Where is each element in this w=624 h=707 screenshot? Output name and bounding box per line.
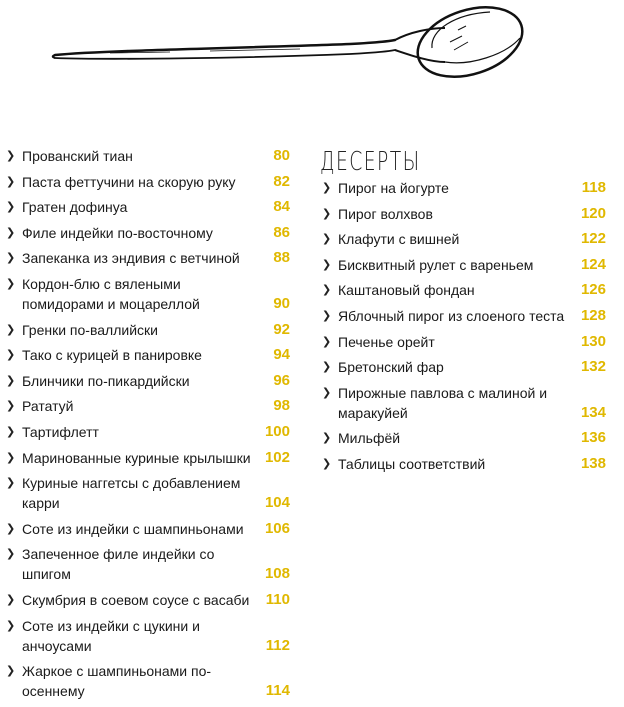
toc-entry-page-number: 110: [265, 590, 290, 608]
chevron-right-icon: ❯: [322, 361, 332, 374]
toc-entry-page-number: 112: [265, 636, 290, 654]
toc-entry-title: Клафути с вишней: [338, 231, 460, 248]
desserts-list: [322, 178, 606, 474]
toc-entry-page-number: 100: [264, 422, 290, 440]
toc-entry-title: Мильфёй: [338, 430, 401, 447]
toc-entry-page-number: 108: [264, 565, 290, 583]
toc-entry-page-number: 130: [580, 332, 606, 350]
toc-entry-page-number: 86: [273, 223, 290, 241]
toc-entry[interactable]: [6, 146, 290, 166]
chevron-right-icon: ❯: [6, 226, 16, 239]
chevron-right-icon: ❯: [6, 400, 16, 413]
toc-entry[interactable]: [6, 422, 290, 442]
toc-entry-title: Гренки по-валлийски: [22, 321, 158, 338]
chevron-right-icon: ❯: [322, 258, 332, 271]
toc-entry-title: Яблочный пирог из слоеного теста: [338, 307, 565, 324]
toc-entry-page-number: 84: [273, 198, 290, 216]
chevron-right-icon: ❯: [322, 432, 332, 445]
chevron-right-icon: ❯: [6, 323, 16, 336]
toc-entry-page-number: 82: [273, 172, 290, 190]
toc-entry-page-number: 132: [580, 358, 606, 376]
chevron-right-icon: ❯: [6, 374, 16, 387]
chevron-right-icon: ❯: [322, 457, 332, 470]
toc-entry-page-number: 94: [273, 346, 290, 364]
chevron-right-icon: ❯: [6, 150, 16, 162]
toc-entry[interactable]: [322, 454, 606, 474]
toc-entry-title: Паста феттучини на скорую руку: [22, 173, 236, 190]
toc-entry[interactable]: [6, 248, 290, 268]
toc-entry[interactable]: [6, 616, 290, 656]
chevron-right-icon: ❯: [6, 175, 16, 188]
toc-entry-title: Маринованные куриные крылышки: [22, 449, 251, 466]
chevron-right-icon: ❯: [6, 252, 16, 265]
toc-left-column: [6, 146, 290, 707]
toc-entry[interactable]: [6, 197, 290, 217]
chevron-right-icon: ❯: [322, 335, 332, 348]
chevron-right-icon: ❯: [322, 386, 332, 399]
toc-entry[interactable]: [6, 590, 290, 610]
toc-entry[interactable]: [6, 448, 290, 468]
toc-entry[interactable]: [322, 229, 606, 249]
chevron-right-icon: ❯: [6, 451, 16, 464]
chevron-right-icon: ❯: [322, 309, 332, 322]
toc-entry[interactable]: [322, 332, 606, 352]
toc-entry-page-number: 106: [264, 519, 290, 537]
toc-entry[interactable]: [322, 306, 606, 326]
toc-entry-page-number: 122: [580, 230, 606, 248]
toc-entry[interactable]: [6, 320, 290, 340]
toc-entry-title: Филе индейки по-восточному: [22, 224, 213, 241]
toc-entry[interactable]: [322, 178, 606, 198]
chevron-right-icon: ❯: [6, 548, 16, 561]
toc-entry-page-number: 98: [273, 397, 290, 415]
chevron-right-icon: ❯: [6, 593, 16, 606]
chevron-right-icon: ❯: [6, 425, 16, 438]
chevron-right-icon: ❯: [6, 277, 16, 290]
toc-entry-title: Бретонский фар: [338, 359, 444, 376]
toc-entry[interactable]: [6, 274, 290, 314]
chevron-right-icon: ❯: [6, 619, 16, 632]
toc-entry-title: Запеченное филе индейки со шпигом: [22, 546, 215, 583]
toc-entry-title: Бисквитный рулет с вареньем: [338, 256, 534, 273]
toc-entry-page-number: 92: [273, 320, 290, 338]
toc-entry-title: Прованский тиан: [22, 148, 133, 164]
toc-entry[interactable]: [6, 345, 290, 365]
toc-entry-page-number: 124: [580, 255, 606, 273]
toc-entry-page-number: 128: [580, 306, 606, 324]
toc-entry[interactable]: [6, 661, 290, 701]
toc-entry-title: Кордон-блю с вялеными помидорами и моцареллой: [22, 275, 200, 312]
toc-entry-title: Тако с курицей в панировке: [22, 347, 202, 364]
toc-entry-page-number: 96: [273, 371, 290, 389]
chevron-right-icon: ❯: [322, 207, 332, 220]
toc-entry[interactable]: [6, 519, 290, 539]
spoon-icon: [50, 0, 530, 90]
toc-entry-title: Пирог волхвов: [338, 205, 433, 222]
toc-entry-page-number: 138: [580, 454, 606, 472]
toc-entry[interactable]: [6, 544, 290, 584]
toc-entry[interactable]: [6, 473, 290, 513]
toc-entry-page-number: 80: [273, 147, 290, 164]
toc-entry-page-number: 136: [580, 429, 606, 447]
toc-entry-title: Тартифлетт: [22, 423, 99, 440]
toc-entry[interactable]: [322, 357, 606, 377]
toc-entry[interactable]: [322, 428, 606, 448]
toc-entry-title: Каштановый фондан: [338, 282, 475, 299]
toc-entry-page-number: 114: [265, 682, 290, 700]
toc-entry-page-number: 118: [581, 179, 606, 196]
toc-entry[interactable]: [322, 280, 606, 300]
toc-entry[interactable]: [6, 371, 290, 391]
toc-entry[interactable]: [6, 172, 290, 192]
toc-entry[interactable]: [6, 223, 290, 243]
toc-entry-page-number: 102: [264, 448, 290, 466]
toc-entry-title: Рататуй: [22, 398, 74, 415]
toc-entry-title: Куриные наггетсы с добавлением карри: [22, 475, 241, 512]
chevron-right-icon: ❯: [6, 665, 16, 678]
toc-entry-page-number: 134: [580, 403, 606, 421]
chevron-right-icon: ❯: [6, 522, 16, 535]
toc-entry-title: Жаркое с шампиньонами по-осеннему: [22, 663, 212, 700]
chevron-right-icon: ❯: [322, 284, 332, 297]
toc-entry[interactable]: [6, 396, 290, 416]
toc-entry-page-number: 120: [580, 204, 606, 222]
toc-entry-title: Блинчики по-пикардийски: [22, 372, 190, 389]
toc-entry[interactable]: [322, 255, 606, 275]
toc-entry-title: Пирожные павлова с малиной и маракуйей: [338, 384, 548, 421]
toc-entry-title: Соте из индейки с шампиньонами: [22, 520, 244, 537]
toc-entry-page-number: 126: [580, 281, 606, 299]
chevron-right-icon: ❯: [6, 477, 16, 490]
toc-entry[interactable]: [322, 383, 606, 423]
chevron-right-icon: ❯: [322, 233, 332, 246]
chevron-right-icon: ❯: [6, 201, 16, 214]
toc-entry-title: Запеканка из эндивия с ветчиной: [22, 250, 240, 267]
chevron-right-icon: ❯: [322, 182, 332, 194]
toc-entry-title: Скумбрия в соевом соусе с васаби: [22, 591, 250, 608]
toc-entry-title: Таблицы соответствий: [338, 455, 486, 472]
toc-entry-title: Гратен дофинуа: [22, 199, 128, 216]
toc-entry-title: Соте из индейки с цукини и анчоусами: [22, 617, 200, 654]
toc-entry-page-number: 88: [273, 249, 290, 267]
toc-entry-page-number: 104: [264, 494, 290, 512]
toc-entry[interactable]: [322, 204, 606, 224]
toc-entry-title: Печенье орейт: [338, 333, 435, 350]
toc-entry-title: Пирог на йогурте: [338, 180, 449, 196]
section-heading-desserts: ДЕСЕРТЫ: [320, 147, 421, 177]
chevron-right-icon: ❯: [6, 349, 16, 362]
toc-desserts-section: [322, 146, 606, 480]
toc-entry-page-number: 90: [273, 294, 290, 312]
